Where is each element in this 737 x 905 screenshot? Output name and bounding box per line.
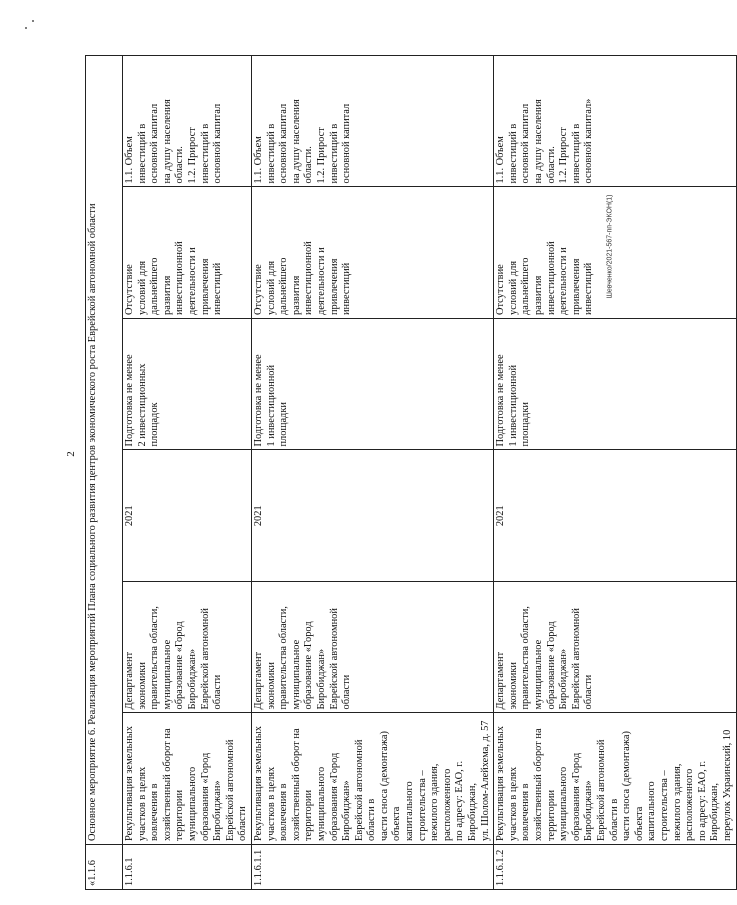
cell-text-line: образование «Город — [303, 621, 315, 710]
year-cell: 2021 — [251, 450, 493, 582]
result-cell — [494, 319, 736, 451]
cell-text-line: Отсутствие — [252, 264, 264, 315]
cell-text-line: деятельности и — [558, 247, 570, 315]
row-number-cell: 1.1.6.1.2 — [494, 845, 736, 890]
cell-text-line: Подготовка не менее — [252, 354, 264, 447]
cell-text-line: инвестиций в — [507, 123, 519, 184]
cell-text-line: Еврейской автономной области — [224, 739, 249, 841]
table-row — [251, 56, 493, 890]
cell-text-line: 1.2. Прирост — [186, 127, 198, 184]
cell-text-line: основной капитал — [212, 103, 224, 184]
cell-text-line: инвестиций в — [136, 123, 148, 184]
cell-text-line: инвестиций в — [570, 123, 582, 184]
cell-text-line: правительства области, — [520, 606, 532, 710]
cell-text-line: области. — [303, 146, 315, 184]
cell-text-line: площадок — [149, 402, 161, 447]
cell-text-line: правительства области, — [278, 606, 290, 710]
cell-text-line: образования «Город Биробиджан» — [570, 752, 595, 841]
cell-text-line: экономики — [507, 662, 519, 710]
result-cell — [123, 319, 252, 451]
cell-text-line: дальнейшего — [149, 257, 161, 315]
cell-text-line: 1 инвестиционной — [265, 364, 277, 447]
row-number-cell: 1.1.6.1 — [123, 845, 252, 890]
table-row — [494, 56, 736, 890]
cell-text-line: на душу населения — [533, 99, 544, 184]
cell-text-line: деятельности и — [315, 247, 327, 315]
cell-text-line: основной капитал — [278, 103, 290, 184]
cell-text-line: инвестиционной — [174, 241, 186, 315]
cell-text-line: привлечения — [328, 258, 340, 315]
cell-text-line: 1.2. Прирост — [558, 127, 570, 184]
cell-text-line: Департамент — [252, 651, 264, 710]
cell-text-line: Рекультивация земельных — [124, 726, 135, 841]
problem-cell — [123, 187, 252, 319]
cell-text-line: территории муниципального — [545, 766, 570, 841]
cell-text-line: деятельности и — [186, 247, 198, 315]
measure-name-cell — [123, 713, 252, 845]
cell-text-line: развития — [533, 275, 544, 315]
problem-cell — [494, 187, 736, 319]
cell-text-line: капитального строительства – — [404, 770, 428, 841]
cell-text-line: Отсутствие — [495, 264, 507, 315]
cell-text-line: инвестиционной — [303, 241, 315, 315]
cell-text-line: развития — [161, 275, 173, 315]
cell-text-line: площадки — [520, 402, 532, 447]
cell-text-line: области. — [545, 146, 557, 184]
cell-text-line: дальнейшего — [520, 257, 532, 315]
cell-text-line: экономики — [136, 662, 148, 710]
cell-text-line: инвестиций в — [265, 123, 277, 184]
cell-text-line: хозяйственный оборот на — [161, 728, 173, 841]
cell-text-line: Отсутствие — [124, 264, 135, 315]
cell-text-line: привлечения — [199, 258, 211, 315]
cell-text-line: части сноса (демонтажа) объекта — [378, 731, 403, 841]
scan-speck — [32, 20, 34, 22]
cell-text-line: условий для — [136, 260, 148, 315]
cell-text-line: Еврейской автономной — [570, 608, 582, 710]
page-number: 2 — [64, 451, 77, 457]
cell-text-line: инвестиционной — [545, 241, 557, 315]
cell-text-line: дальнейшего — [278, 257, 290, 315]
cell-text-line: образования «Город Биробиджан» — [199, 752, 224, 841]
cell-text-line: 1.2. Прирост — [315, 127, 327, 184]
problem-cell — [251, 187, 493, 319]
cell-text-line: территории муниципального — [303, 766, 327, 841]
year-cell: 2021 — [494, 450, 736, 582]
cell-text-line: инвестиций — [583, 262, 595, 315]
responsible-cell — [494, 582, 736, 714]
cell-text-line: Рекультивация земельных — [495, 726, 507, 841]
cell-text-line: по адресу: ЕАО, г. Биробиджан, — [696, 760, 721, 841]
cell-text-line: хозяйственный оборот на — [533, 728, 544, 841]
cell-text-line: нежилого здания, расположенного — [671, 763, 696, 841]
cell-text-line: участков в целях вовлечения в — [507, 766, 532, 841]
cell-text-line: Еврейской автономной области в — [595, 739, 620, 841]
cell-text-line: 1.1. Объем — [495, 136, 507, 184]
cell-text-line: 1.1. Объем — [252, 136, 264, 184]
cell-text-line: участков в целях вовлечения в — [265, 766, 290, 841]
cell-text-line: 2 инвестиционных — [136, 363, 148, 447]
cell-text-line: Биробиджан» — [186, 648, 198, 710]
cell-text-line: Подготовка не менее — [124, 354, 135, 447]
table-header-row — [86, 56, 123, 890]
cell-text-line: Биробиджан» — [315, 648, 327, 710]
cell-text-line: ул. Шолом-Алейхема, д. 57 — [479, 720, 491, 841]
cell-text-line: развития — [290, 275, 302, 315]
cell-text-line: Департамент — [124, 651, 135, 710]
scan-speck — [25, 27, 27, 29]
cell-text-line: Еврейской автономной — [328, 608, 340, 710]
cell-text-line: образование «Город — [174, 621, 186, 710]
indicator-cell — [494, 56, 736, 188]
cell-text-line: Подготовка не менее — [495, 354, 507, 447]
cell-text-line: области — [341, 674, 353, 710]
cell-text-line: инвестиций — [341, 262, 353, 315]
measure-name-cell — [251, 713, 493, 845]
cell-text-line: Рекультивация земельных — [252, 726, 264, 841]
cell-text-line: Департамент — [495, 651, 507, 710]
cell-text-line: Биробиджан» — [558, 648, 570, 710]
result-cell — [251, 319, 493, 451]
measures-table — [85, 55, 737, 890]
cell-text-line: области — [212, 674, 224, 710]
cell-text-line: хозяйственный оборот на — [290, 728, 302, 841]
cell-text-line: основной капитал — [520, 103, 532, 184]
cell-text-line: участков в целях вовлечения в — [136, 766, 161, 841]
cell-text-line: муниципальное — [161, 639, 173, 710]
measure-name-cell — [494, 713, 736, 845]
cell-text-line: муниципальное — [533, 639, 544, 710]
cell-text-line: 1.1. Объем — [124, 136, 135, 184]
cell-text-line: области — [583, 674, 595, 710]
cell-text-line: нежилого здания, расположенного — [429, 763, 453, 841]
row-number-cell: 1.1.6.1.1 — [251, 845, 493, 890]
cell-text-line: основной капитал — [149, 103, 161, 184]
cell-text-line: части сноса (демонтажа) объекта — [621, 731, 645, 841]
cell-text-line: территории муниципального — [174, 766, 198, 841]
cell-text-line: образование «Город — [545, 621, 557, 710]
header-text-cell: Основное мероприятие 6. Реализация мероприятий Плана социального развития центров экономического роста Еврейской автономной области — [86, 56, 123, 845]
cell-text-line: муниципальное — [290, 639, 302, 710]
cell-text-line: основной капитал — [341, 103, 353, 184]
cell-text-line: условий для — [265, 260, 277, 315]
cell-text-line: площадки — [278, 402, 290, 447]
indicator-cell — [251, 56, 493, 188]
cell-text-line: на душу населения — [290, 99, 302, 184]
cell-text-line: области. — [174, 146, 186, 184]
indicator-cell — [123, 56, 252, 188]
cell-text-line: по адресу: ЕАО, г. Биробиджан, — [454, 760, 479, 841]
cell-text-line: экономики — [265, 662, 277, 710]
cell-text-line: правительства области, — [149, 606, 161, 710]
cell-text-line: образования «Город Биробиджан» — [328, 752, 353, 841]
side-note-text: Шевченко/2021-567-пп-ЭКОН(1) — [606, 194, 614, 299]
cell-text-line: на душу населения — [161, 99, 173, 184]
cell-text-line: инвестиций — [212, 262, 224, 315]
cell-text-line: Еврейской автономной — [199, 608, 211, 710]
cell-text-line: привлечения — [570, 258, 582, 315]
responsible-cell — [251, 582, 493, 714]
cell-text-line: инвестиций в — [328, 123, 340, 184]
cell-text-line: условий для — [507, 260, 519, 315]
cell-text-line: инвестиций в — [199, 123, 211, 184]
cell-text-line: переулок Украинский, 10 — [721, 729, 733, 841]
table-row — [123, 56, 252, 890]
header-num-cell: «1.1.6 — [86, 845, 123, 890]
cell-text-line: 1 инвестиционной — [507, 364, 519, 447]
year-cell: 2021 — [123, 450, 252, 582]
cell-text-line: Еврейской автономной области в — [353, 739, 378, 841]
cell-text-line: капитального строительства – — [646, 770, 670, 841]
cell-text-line: основной капитал» — [583, 98, 595, 184]
responsible-cell — [123, 582, 252, 714]
